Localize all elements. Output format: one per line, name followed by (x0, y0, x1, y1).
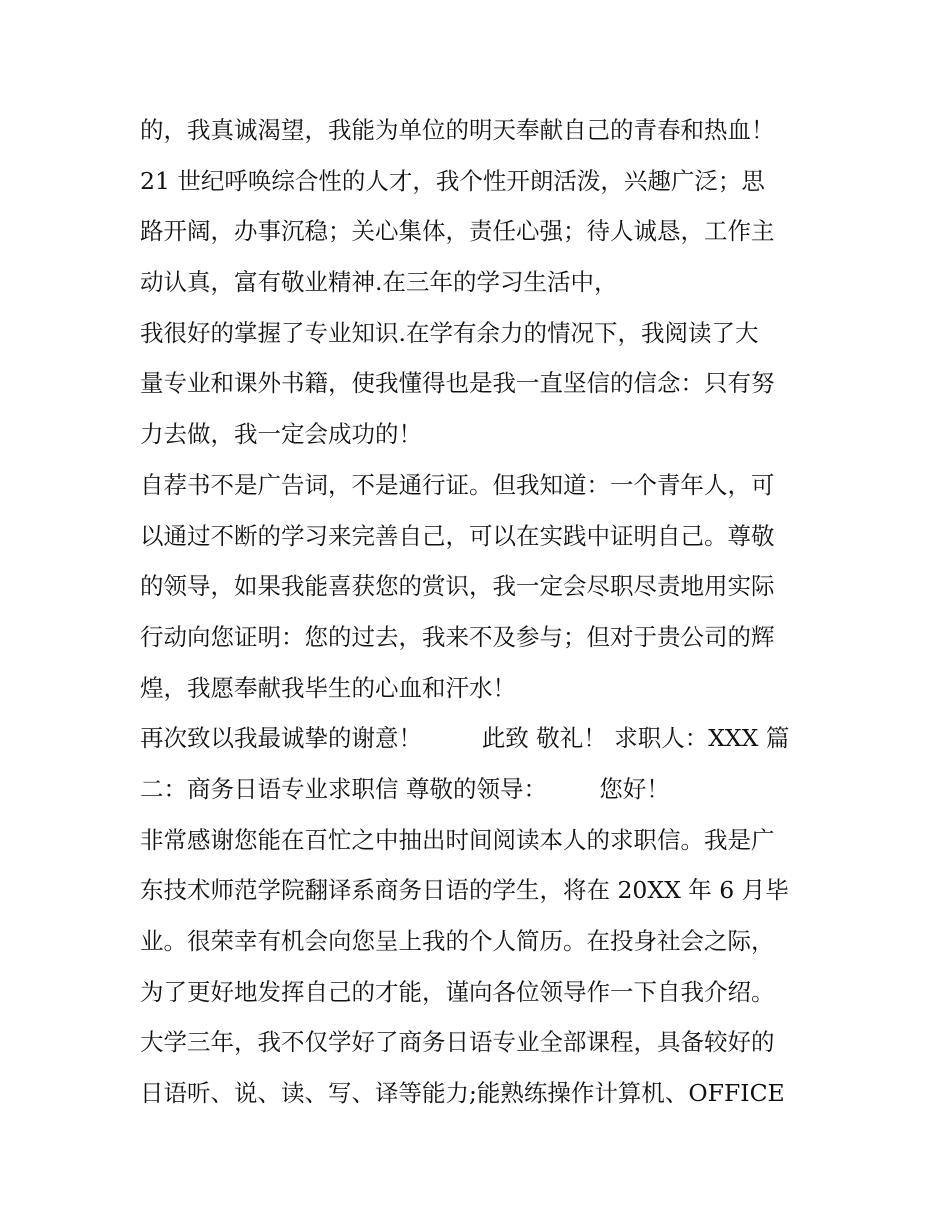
text-line: 煌，我愿奉献我毕生的心血和汗水！ (140, 673, 516, 702)
text-line: 大学三年，我不仅学好了商务日语专业全部课程，具备较好的 (140, 1028, 775, 1057)
text-line: 非常感谢您能在百忙之中抽出时间阅读本人的求职信。我是广 (140, 825, 775, 854)
text-line: 动认真，富有敬业精神.在三年的学习生活中， (140, 268, 618, 297)
text-line: 的，我真诚渴望，我能为单位的明天奉献自己的青春和热血！ (140, 116, 775, 144)
text-line: 行动向您证明：您的过去，我来不及参与；但对于贵公司的辉 (140, 622, 775, 651)
text-line: 路开阔，办事沉稳；关心集体，责任心强；待人诚恳，工作主 (140, 217, 775, 246)
text-line: 为了更好地发挥自己的才能，谨向各位领导作一下自我介绍。 (140, 977, 775, 1006)
text-line: 自荐书不是广告词，不是通行证。但我知道：一个青年人，可 (140, 470, 775, 499)
text-line: 我很好的掌握了专业知识.在学有余力的情况下，我阅读了大 (140, 318, 759, 347)
document-page (140, 105, 830, 1119)
text-line: 业。很荣幸有机会向您呈上我的个人简历。在投身社会之际， (140, 927, 775, 955)
text-line: 日语听、说、读、写、译等能力;能熟练操作计算机、OFFICE (140, 1079, 785, 1108)
text-line: 再次致以我最诚挚的谢意！ 此致 敬礼！ 求职人：XXX 篇 (140, 724, 790, 753)
text-line: 东技术师范学院翻译系商务日语的学生，将在 20XX 年 6 月毕 (140, 876, 789, 905)
text-line: 以通过不断的学习来完善自己，可以在实践中证明自己。尊敬 (140, 521, 775, 550)
text-line: 量专业和课外书籍，使我懂得也是我一直坚信的信念：只有努 (140, 369, 775, 398)
text-line: 的领导，如果我能喜获您的赏识，我一定会尽职尽责地用实际 (140, 572, 775, 601)
text-line: 21 世纪呼唤综合性的人才，我个性开朗活泼，兴趣广泛；思 (140, 166, 765, 195)
text-line: 二：商务日语专业求职信 尊敬的领导： 您好！ (140, 774, 670, 803)
text-line: 力去做，我一定会成功的！ (140, 420, 422, 449)
